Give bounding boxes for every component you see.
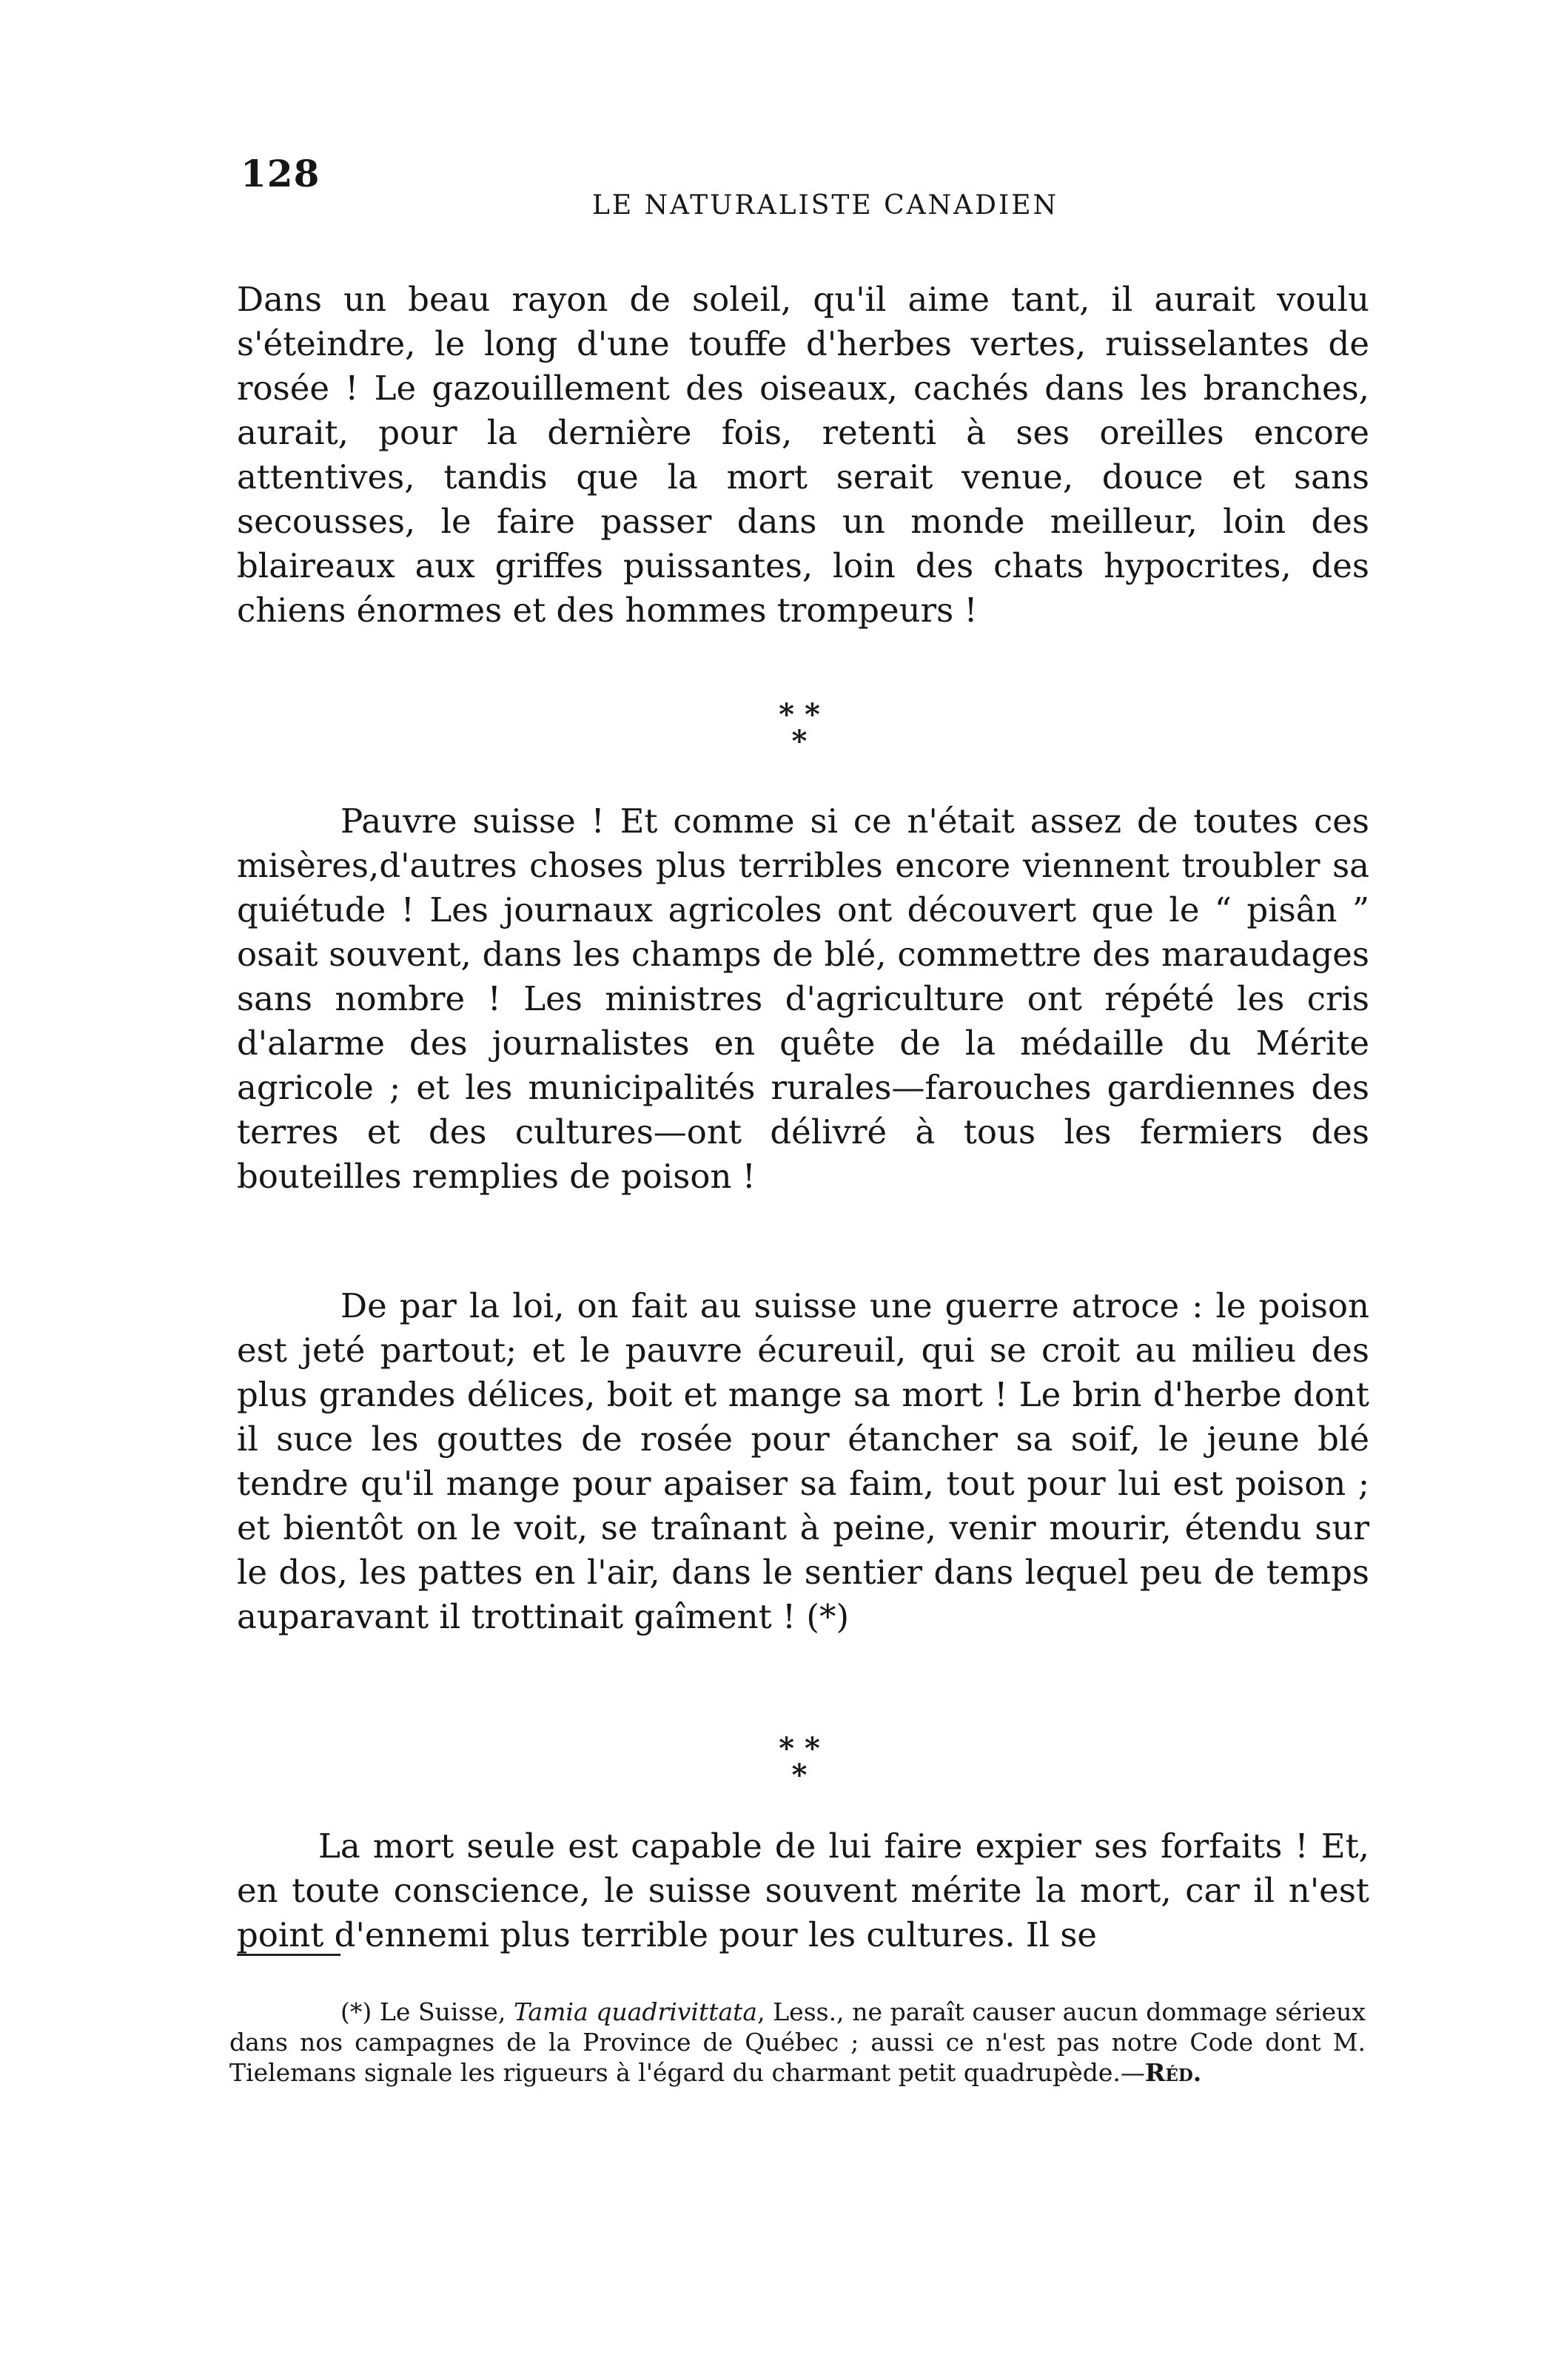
asterism-top: * * [779,697,820,732]
footnote-taxon: Tamia quadrivittata [513,1997,758,2026]
footnote-marker: (*) Le Suisse, [340,1997,514,2026]
paragraph-2: Pauvre suisse ! Et comme si ce n'était assez de toutes ces misères,d'autres choses plus terribles encore viennent troubler sa quiétude ! Les journaux agricoles ont découvert que le “ pisân ” osait souvent, dans les champs de blé, commettre des maraudages sans nombre ! Les ministres d'agriculture ont répété les cris d'alarme des journalistes en quête de la médaille du Mérite agricole ; et les municipalités rurales—farouches gardiennes des terres et des cultures—ont délivré à tous les fermiers des bouteilles remplies de poison ! [237,801,1369,1196]
footnote [229,1997,1366,2088]
paragraph-3: De par la loi, on fait au suisse une guerre atroce : le poison est jeté partout; et le pauvre écureuil, qui se croit au milieu des plus grandes délices, boit et mange sa mort ! Le brin d'herbe dont il suce les gouttes de rosée pour étancher sa soif, le jeune blé tendre qu'il mange pour apaiser sa faim, tout pour lui est poison ; et bientôt on le voit, se traînant à peine, venir mourir, étendu sur le dos, les pattes en l'air, dans le sentier dans lequel peu de temps auparavant il trottinait gaîment ! (*) [237,1286,1369,1636]
section-break-asterism [770,1731,829,1792]
footnote-text: , Less., ne paraît causer aucun dommage sérieux dans nos campagnes de la Province de Québec ; aussi ce n'est pas notre Code dont M. Tielemans signale les rigueurs à l'égard du charmant petit quadrupède.— [229,1997,1366,2087]
footnote-signature: Réd. [1144,2058,1202,2087]
section-break-asterism [770,697,829,759]
asterism-bottom: * [791,724,808,759]
asterism-top: * * [779,1731,820,1766]
paragraph-4: La mort seule est capable de lui faire expier ses forfaits ! Et, en toute conscience, le suisse souvent mérite la mort, car il n'est point d'ennemi plus terrible pour les cultures. Il se [237,1826,1369,1954]
running-title: LE NATURALISTE CANADIEN [592,190,1059,221]
paragraph-1: Dans un beau rayon de soleil, qu'il aime tant, il aurait voulu s'éteindre, le long d'une touffe d'herbes vertes, ruisselantes de rosée ! Le gazouillement des oiseaux, cachés dans les branches, aurait, pour la dernière fois, retenti à ses oreilles encore attentives, tandis que la mort serait venue, douce et sans secousses, le faire passer dans un monde meilleur, loin des blaireaux aux griffes puissantes, loin des chats hypocrites, des chiens énormes et des hommes trompeurs ! [237,280,1369,630]
page-number: 128 [241,152,320,195]
footnote-divider [237,1954,340,1956]
page-header [241,152,1366,221]
asterism-bottom: * [791,1758,808,1792]
